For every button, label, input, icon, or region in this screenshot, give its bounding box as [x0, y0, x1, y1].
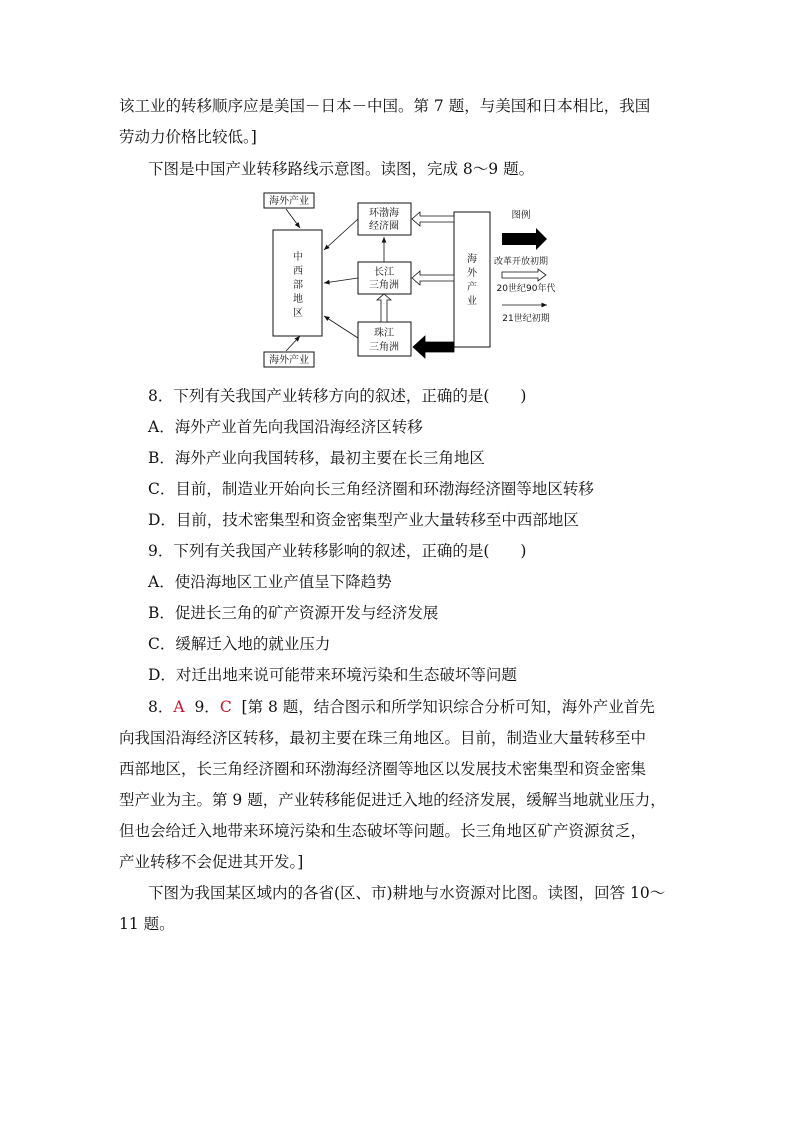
- svg-text:三角洲: 三角洲: [369, 342, 399, 353]
- overseas-industry-right-box: [454, 212, 490, 347]
- arrow-pearl-to-yangtze: [377, 294, 391, 322]
- industry-transfer-diagram: [258, 188, 568, 368]
- svg-text:西: 西: [293, 266, 303, 277]
- svg-text:21世纪初期: 21世纪初期: [502, 314, 550, 324]
- pearl-delta-box: [358, 322, 411, 356]
- arrow-overseas-to-pearl: [413, 336, 454, 358]
- answer-line: [148, 697, 655, 717]
- overseas-industry-bottom-box: [264, 352, 314, 367]
- question-9-option-d: D．对迁出地来说可能带来环境污染和生态破坏等问题: [148, 666, 517, 684]
- overseas-industry-top-box: [264, 193, 314, 208]
- svg-text:外: 外: [467, 268, 477, 279]
- arrow-yangtze-to-centralwest: [324, 278, 358, 283]
- question-9-option-b: B．促进长三角的矿产资源开发与经济发展: [148, 604, 439, 622]
- legend-bold-arrow-icon: [502, 228, 547, 250]
- svg-text:海外产业: 海外产业: [269, 355, 309, 366]
- question-9-option-a: A．使沿海地区工业产值呈下降趋势: [148, 573, 392, 591]
- svg-text:区: 区: [293, 308, 303, 319]
- question-9-option-c: C．缓解迁入地的就业压力: [148, 635, 331, 653]
- svg-text:部: 部: [293, 280, 303, 291]
- svg-text:经济圈: 经济圈: [369, 221, 399, 232]
- answer-9-choice: C: [219, 698, 232, 716]
- answer-8-number: 8．: [148, 698, 174, 716]
- answer-line: 产业转移不会促进其开发。]: [119, 853, 304, 871]
- svg-text:中: 中: [293, 252, 303, 263]
- answer-8-choice: A: [173, 698, 185, 716]
- intro-10-11: 下图为我国某区域内的各省(区、市)耕地与水资源对比图。读图，回答 10～: [148, 884, 666, 902]
- svg-text:海: 海: [467, 254, 477, 265]
- answer-line: 型产业为主。第 9 题，产业转移能促进迁入地的经济发展，缓解当地就业压力，: [119, 791, 666, 809]
- answer-9-number: 9．: [194, 698, 220, 716]
- answer-line: 但也会给迁入地带来环境污染和生态破坏等问题。长三角地区矿产资源贫乏，: [119, 822, 647, 840]
- svg-text:环渤海: 环渤海: [369, 208, 399, 219]
- bohai-economic-circle-box: [358, 203, 411, 235]
- question-8-option-b: B．海外产业向我国转移，最初主要在长三角地区: [148, 449, 485, 467]
- yangtze-delta-box: [358, 262, 411, 294]
- intro-10-11: 11 题。: [119, 915, 175, 933]
- diagram-intro: 下图是中国产业转移路线示意图。读图，完成 8～9 题。: [148, 160, 535, 178]
- svg-text:产: 产: [467, 282, 477, 293]
- question-8-stem: 8．下列有关我国产业转移方向的叙述，正确的是( ): [148, 387, 527, 405]
- paragraph-line: 劳动力价格比较低。]: [119, 128, 257, 146]
- arrow-overseas-to-yangtze: [412, 271, 454, 285]
- answer-explanation-start: [第 8 题，结合图示和所学知识综合分析可知，海外产业首先: [241, 698, 655, 716]
- svg-text:珠江: 珠江: [374, 328, 394, 339]
- answer-line: 向我国沿海经济区转移，最初主要在珠三角地区。目前，制造业大量转移至中: [119, 729, 647, 747]
- legend: [494, 209, 555, 324]
- paragraph-line: 该工业的转移顺序应是美国－日本－中国。第 7 题，与美国和日本相比，我国: [119, 97, 651, 115]
- svg-text:长江: 长江: [374, 267, 394, 278]
- arrow-pearl-to-centralwest: [324, 316, 358, 338]
- svg-text:地: 地: [293, 294, 303, 305]
- svg-text:20世纪90年代: 20世纪90年代: [496, 284, 556, 294]
- answer-line: 西部地区，长三角经济圈和环渤海经济圈等地区以发展技术密集型和资金密集: [119, 760, 647, 778]
- svg-text:业: 业: [467, 296, 477, 307]
- arrow-overseas-top: [286, 209, 300, 228]
- arrow-bohai-to-centralwest: [324, 219, 358, 250]
- svg-text:海外产业: 海外产业: [269, 196, 309, 207]
- question-8-option-c: C．目前，制造业开始向长三角经济圈和环渤海经济圈等地区转移: [148, 480, 594, 498]
- svg-text:三角洲: 三角洲: [369, 280, 399, 291]
- question-8-option-a: A．海外产业首先向我国沿海经济区转移: [148, 418, 423, 436]
- question-8-option-d: D．目前，技术密集型和资金密集型产业大量转移至中西部地区: [148, 511, 579, 529]
- arrow-overseas-bottom: [286, 336, 300, 351]
- question-9-stem: 9．下列有关我国产业转移影响的叙述，正确的是( ): [148, 542, 527, 560]
- arrow-overseas-to-bohai: [412, 212, 454, 226]
- svg-text:图例: 图例: [511, 210, 531, 221]
- legend-open-arrow-icon: [502, 269, 546, 281]
- central-west-region-box: [273, 230, 322, 336]
- svg-text:改革开放初期: 改革开放初期: [493, 257, 549, 267]
